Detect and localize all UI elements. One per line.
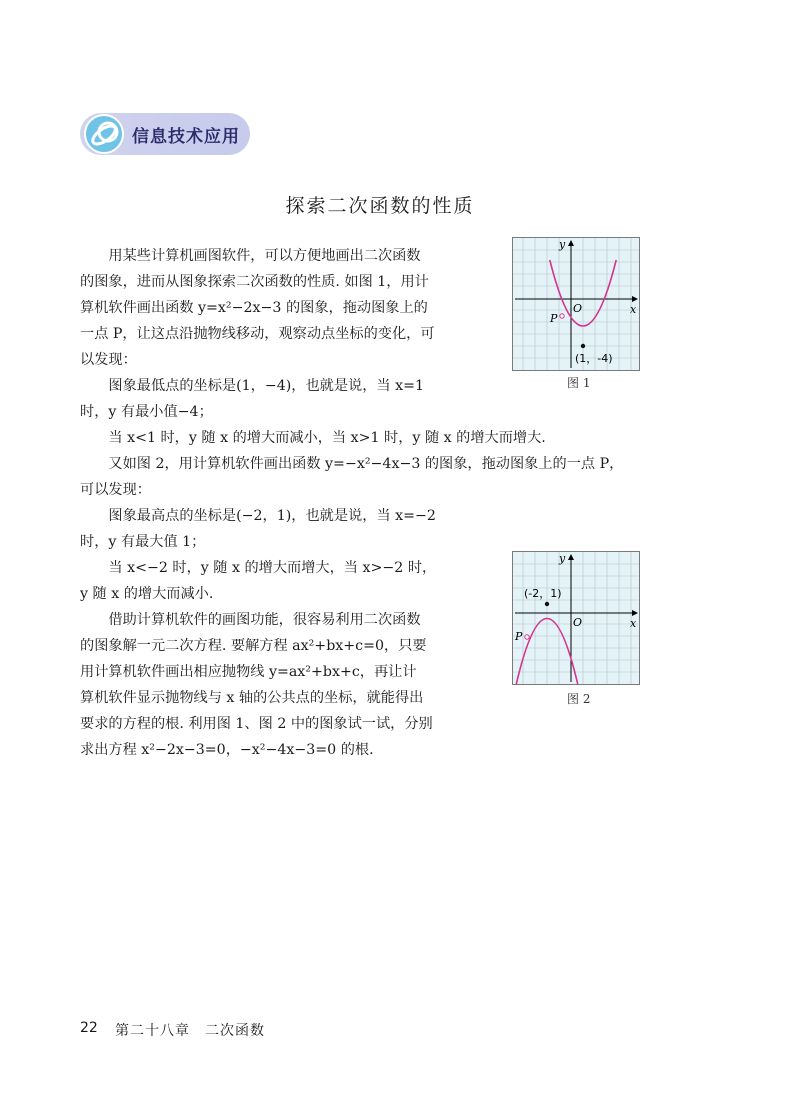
axis-y-label: y bbox=[559, 238, 566, 251]
text-line: 算机软件显示抛物线与 x 轴的公共点的坐标，就能得出 bbox=[80, 690, 424, 706]
origin-label: O bbox=[573, 302, 583, 315]
axis-x-label: x bbox=[630, 617, 637, 630]
text-line: 图象最高点的坐标是(−2，1)，也就是说，当 x=−2 bbox=[80, 508, 436, 524]
text-line: 用某些计算机画图软件，可以方便地画出二次函数 bbox=[80, 248, 421, 264]
x-axis-arrow-icon bbox=[632, 296, 638, 302]
x-axis-arrow-icon bbox=[632, 610, 638, 616]
text-line: 图象最低点的坐标是(1，−4)，也就是说，当 x=1 bbox=[80, 378, 424, 394]
y-axis-arrow-icon bbox=[568, 240, 574, 246]
text-line: 时，y 有最小值−4； bbox=[80, 404, 213, 420]
axis-y-label: y bbox=[559, 552, 566, 565]
vertex-label: (-2，1) bbox=[524, 587, 562, 600]
text-line: 要求的方程的根. 利用图 1、图 2 中的图象试一试，分别 bbox=[80, 716, 433, 732]
figure-2 bbox=[512, 551, 640, 685]
section-banner bbox=[80, 113, 250, 155]
text-line: 求出方程 x²−2x−3=0，−x²−4x−3=0 的根. bbox=[80, 742, 374, 758]
text-line: 算机软件画出函数 y=x²−2x−3 的图象，拖动图象上的 bbox=[80, 300, 428, 316]
text-line: 当 x<1 时，y 随 x 的增大而减小，当 x>1 时，y 随 x 的增大而增大. bbox=[80, 430, 546, 446]
text-line: 以发现： bbox=[80, 352, 137, 368]
text-line: 当 x<−2 时，y 随 x 的增大而增大，当 x>−2 时， bbox=[80, 560, 437, 576]
text-line: 的图象，进而从图象探索二次函数的性质. 如图 1，用计 bbox=[80, 274, 429, 290]
y-axis-arrow-icon bbox=[568, 554, 574, 560]
text-line: 可以发现： bbox=[80, 482, 151, 498]
figure-1-caption: 图 1 bbox=[567, 376, 591, 390]
point-p-label: P bbox=[515, 630, 523, 643]
text-line: 用计算机软件画出相应抛物线 y=ax²+bx+c，再让计 bbox=[80, 664, 417, 680]
text-line: y 随 x 的增大而减小. bbox=[80, 586, 214, 602]
chapter-title: 第二十八章 二次函数 bbox=[115, 1023, 265, 1039]
point-p-label: P bbox=[550, 312, 558, 325]
text-line: 时，y 有最大值 1； bbox=[80, 534, 206, 550]
point-p bbox=[525, 635, 529, 639]
vertex-point bbox=[545, 602, 549, 606]
vertex-label: (1，-4) bbox=[575, 352, 613, 365]
banner-label: 信息技术应用 bbox=[132, 127, 240, 147]
axis-x-label: x bbox=[630, 303, 637, 316]
origin-label: O bbox=[573, 616, 583, 629]
text-line: 的图象解一元二次方程. 要解方程 ax²+bx+c=0，只要 bbox=[80, 638, 427, 654]
text-line: 借助计算机软件的画图功能，很容易利用二次函数 bbox=[80, 612, 421, 628]
page-number: 22 bbox=[80, 1020, 98, 1036]
info-tech-logo-icon bbox=[82, 113, 128, 155]
vertex-point bbox=[581, 344, 585, 348]
point-p bbox=[560, 314, 564, 318]
page-title: 探索二次函数的性质 bbox=[285, 195, 475, 217]
text-line: 一点 P，让这点沿抛物线移动，观察动点坐标的变化，可 bbox=[80, 326, 435, 342]
text-line: 又如图 2，用计算机软件画出函数 y=−x²−4x−3 的图象，拖动图象上的一点 P， bbox=[80, 456, 624, 472]
figure-2-caption: 图 2 bbox=[567, 692, 591, 706]
figure-1 bbox=[512, 237, 640, 371]
